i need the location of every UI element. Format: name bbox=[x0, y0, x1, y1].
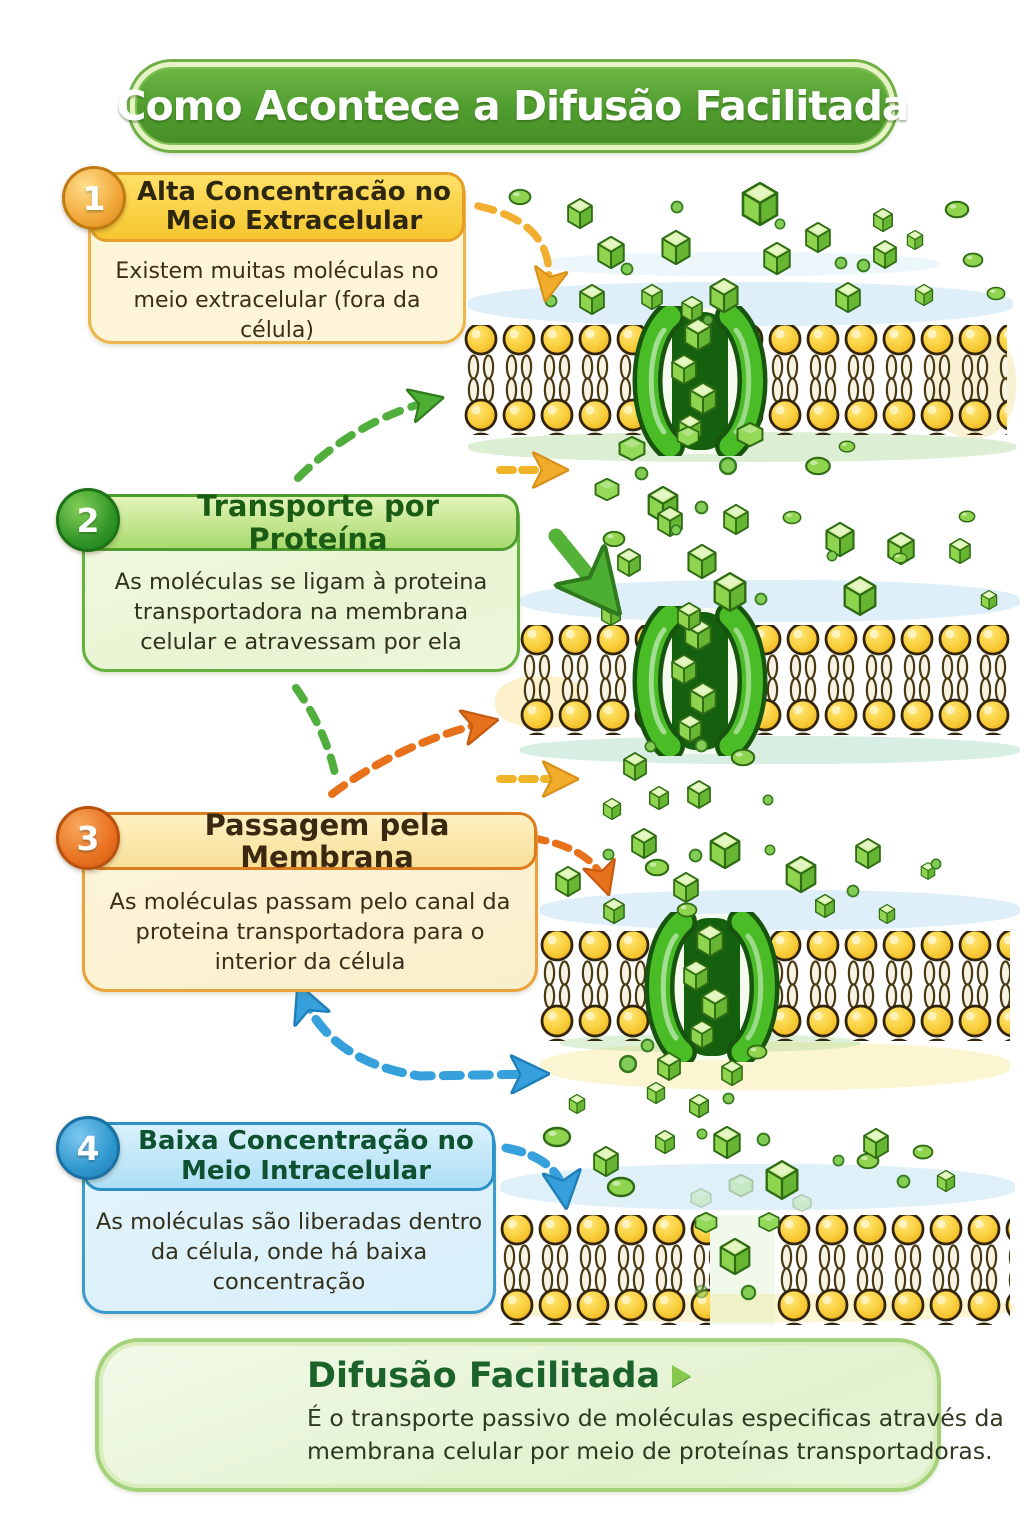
summary-heading: Difusão Facilitada bbox=[307, 1356, 661, 1396]
arrow-step3-to-membrane-2 bbox=[332, 722, 488, 794]
molecules-below-membrane-1 bbox=[596, 423, 855, 522]
molecules-below-membrane-3 bbox=[569, 1040, 766, 1118]
molecules-above-membrane-3 bbox=[556, 829, 941, 924]
step-3-number-badge: 3 bbox=[56, 806, 120, 870]
summary-heading-row bbox=[307, 1356, 691, 1396]
step-2-body: As moléculas se ligam à proteina transportadora na membrana celular e atravessam por ela bbox=[114, 569, 488, 656]
step-4-heading: Baixa Concentração no Meio Intracelular bbox=[83, 1122, 495, 1191]
step-2-number-badge: 2 bbox=[56, 488, 120, 552]
arrow-flow-step2-down bbox=[296, 688, 336, 778]
page-title: Como Acontece a Difusão Facilitada bbox=[116, 82, 909, 130]
step-3-body: As moléculas passam pelo canal da proteina transportadora para o interior da célula bbox=[109, 889, 511, 976]
molecules-above-membrane-2 bbox=[602, 505, 997, 630]
arrow-blue-step3-step4-flow bbox=[302, 994, 538, 1076]
arrow-step2-to-membrane-1 bbox=[298, 400, 434, 478]
step-2-box bbox=[82, 489, 520, 672]
arrow-green-into-protein-2 bbox=[556, 536, 608, 600]
step-1-number-badge: 1 bbox=[62, 166, 126, 230]
molecules-below-membrane-2 bbox=[604, 740, 773, 820]
step-2-heading: Transporte por Proteína bbox=[83, 494, 519, 551]
molecules-in-membrane-4-gap bbox=[696, 1213, 779, 1300]
molecules-above-membrane-4 bbox=[544, 1127, 955, 1212]
step-1-heading: Alta Concentracão no Meio Extracelular bbox=[89, 172, 465, 242]
molecules-above-membrane-1 bbox=[510, 183, 1005, 325]
arrow-step4-to-membrane-4 bbox=[506, 1148, 565, 1198]
summary-body: É o transporte passivo de moléculas especificas através da membrana celular por meio de proteínas transportadoras. bbox=[307, 1404, 1004, 1466]
small-arrow-icon bbox=[672, 1365, 691, 1387]
step-3-box bbox=[82, 807, 538, 992]
step-4-body: As moléculas são liberadas dentro da célula, onde há baixa concentração bbox=[95, 1209, 483, 1296]
step-4-box bbox=[82, 1122, 496, 1314]
step-3-heading: Passagem pela Membrana bbox=[83, 812, 537, 870]
arrow-step1-to-extracellular bbox=[478, 206, 549, 292]
title-banner bbox=[116, 62, 909, 150]
step-1-body: Existem muitas moléculas no meio extracelular (fora da célula) bbox=[115, 259, 439, 343]
summary-box bbox=[95, 1338, 1004, 1492]
step-4-number-badge: 4 bbox=[56, 1116, 120, 1180]
step-1-box bbox=[88, 172, 466, 344]
